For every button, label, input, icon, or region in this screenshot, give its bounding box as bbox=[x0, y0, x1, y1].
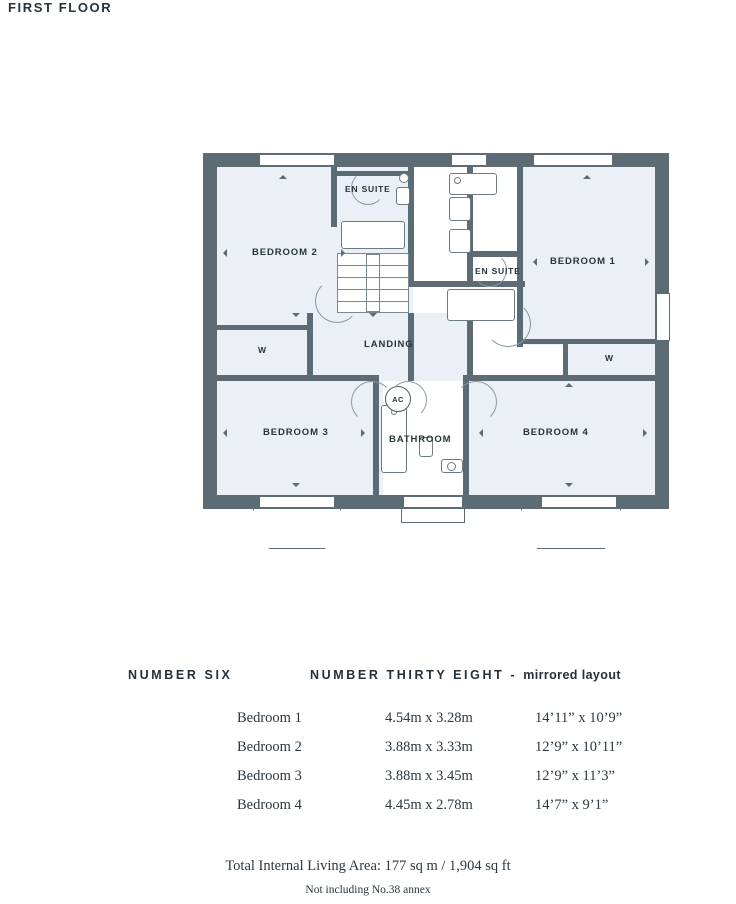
bay-canopy-centre bbox=[401, 509, 465, 523]
window-bedroom-4-bottom bbox=[541, 496, 617, 508]
wall-internal-19 bbox=[217, 325, 313, 330]
dimension-arrow-up bbox=[583, 175, 591, 179]
dimension-arrow-right bbox=[645, 258, 649, 266]
wall-internal-9 bbox=[467, 313, 473, 381]
table-row bbox=[237, 710, 697, 739]
wall-internal-11 bbox=[307, 313, 313, 381]
basin-bowl-bathroom bbox=[447, 462, 456, 471]
schedule-heading-right-sub: mirrored layout bbox=[523, 668, 621, 682]
dimension-arrow-right bbox=[643, 429, 647, 437]
stair-direction-arrow bbox=[369, 313, 377, 317]
window-bedroom-1-right bbox=[656, 293, 670, 341]
table-row bbox=[237, 768, 697, 797]
dimension-arrow-left bbox=[223, 249, 227, 257]
window-bedroom-1-top bbox=[533, 154, 613, 166]
room-imperial: 12’9” x 10’11” bbox=[535, 739, 623, 755]
wardrobe-left-label: W bbox=[258, 345, 267, 355]
room-metric: 4.54m x 3.28m bbox=[385, 710, 473, 726]
dimension-arrow-right bbox=[361, 429, 365, 437]
dimension-arrow-left bbox=[223, 429, 227, 437]
basin-counter-right bbox=[449, 197, 471, 221]
dimension-arrow-left bbox=[479, 429, 483, 437]
window-bathroom-bottom bbox=[403, 496, 463, 508]
room-label-landing: LANDING bbox=[364, 339, 414, 350]
wall-internal-12 bbox=[217, 375, 313, 381]
wall-internal-4 bbox=[408, 281, 473, 287]
wc-counter-right bbox=[449, 229, 471, 253]
door-arc-bedroom-4 bbox=[455, 381, 497, 423]
room-metric: 4.45m x 2.78m bbox=[385, 797, 473, 813]
page-title: FIRST FLOOR bbox=[8, 0, 113, 15]
dimension-arrow-down bbox=[565, 483, 573, 487]
airing-cupboard: AC bbox=[385, 386, 411, 412]
wardrobe-right-label: W bbox=[605, 353, 614, 363]
door-arc-bedroom-1 bbox=[485, 301, 531, 347]
room-label-bathroom: BATHROOM bbox=[389, 434, 452, 445]
wall-left bbox=[203, 153, 217, 509]
schedule-heading-right bbox=[310, 668, 621, 682]
schedule-heading-left: NUMBER SIX bbox=[128, 668, 233, 682]
room-imperial: 14’7” x 9’1” bbox=[535, 797, 609, 813]
wall-internal-17 bbox=[523, 339, 655, 344]
window-bedroom-3-bottom bbox=[259, 496, 335, 508]
room-label-ensuite-left: EN SUITE bbox=[345, 184, 391, 194]
door-arc-bedroom-3 bbox=[351, 381, 393, 423]
table-row bbox=[237, 797, 697, 826]
floorplan-drawing bbox=[203, 153, 669, 553]
bath-ensuite-left bbox=[341, 221, 405, 249]
window-ensuite-top bbox=[451, 154, 487, 166]
room-name: Bedroom 2 bbox=[237, 739, 302, 755]
room-schedule-table bbox=[237, 710, 697, 826]
door-arc-bathroom bbox=[389, 381, 427, 419]
room-label-bedroom-4: BEDROOM 4 bbox=[523, 427, 589, 438]
dimension-arrow-up bbox=[279, 175, 287, 179]
room-imperial: 12’9” x 11’3” bbox=[535, 768, 615, 784]
dimension-arrow-left bbox=[533, 258, 537, 266]
room-name: Bedroom 1 bbox=[237, 710, 302, 726]
room-metric: 3.88m x 3.45m bbox=[385, 768, 473, 784]
room-imperial: 14’11” x 10’9” bbox=[535, 710, 623, 726]
room-label-ensuite-right: EN SUITE bbox=[475, 266, 521, 276]
window-bedroom-2-top bbox=[259, 154, 335, 166]
dimension-arrow-right bbox=[341, 249, 345, 257]
dimension-arrow-up bbox=[565, 383, 573, 387]
wall-internal-18 bbox=[563, 339, 568, 381]
stair-handrail bbox=[366, 254, 380, 312]
dimension-arrow-down bbox=[292, 313, 300, 317]
annex-note: Not including No.38 annex bbox=[305, 884, 431, 896]
room-label-bedroom-1: BEDROOM 1 bbox=[550, 256, 616, 267]
wall-internal-1 bbox=[331, 167, 337, 227]
sink-small-ensuite-right bbox=[454, 177, 461, 184]
bay-canopy-right bbox=[521, 509, 621, 549]
schedule-heading-right-main: NUMBER THIRTY EIGHT - bbox=[310, 668, 518, 682]
room-label-bedroom-3: BEDROOM 3 bbox=[263, 427, 329, 438]
wc-ensuite-left bbox=[396, 187, 410, 205]
dimension-arrow-down bbox=[292, 483, 300, 487]
door-arc-bedroom-2 bbox=[315, 279, 359, 323]
table-row bbox=[237, 739, 697, 768]
room-metric: 3.88m x 3.33m bbox=[385, 739, 473, 755]
room-name: Bedroom 3 bbox=[237, 768, 302, 784]
wall-internal-13 bbox=[313, 375, 373, 381]
bay-canopy-left bbox=[253, 509, 341, 549]
total-area-text: Total Internal Living Area: 177 sq m / 1,904 sq ft bbox=[225, 858, 511, 874]
room-name: Bedroom 4 bbox=[237, 797, 302, 813]
room-label-bedroom-2: BEDROOM 2 bbox=[252, 247, 318, 258]
basin-ensuite-left bbox=[399, 173, 409, 183]
